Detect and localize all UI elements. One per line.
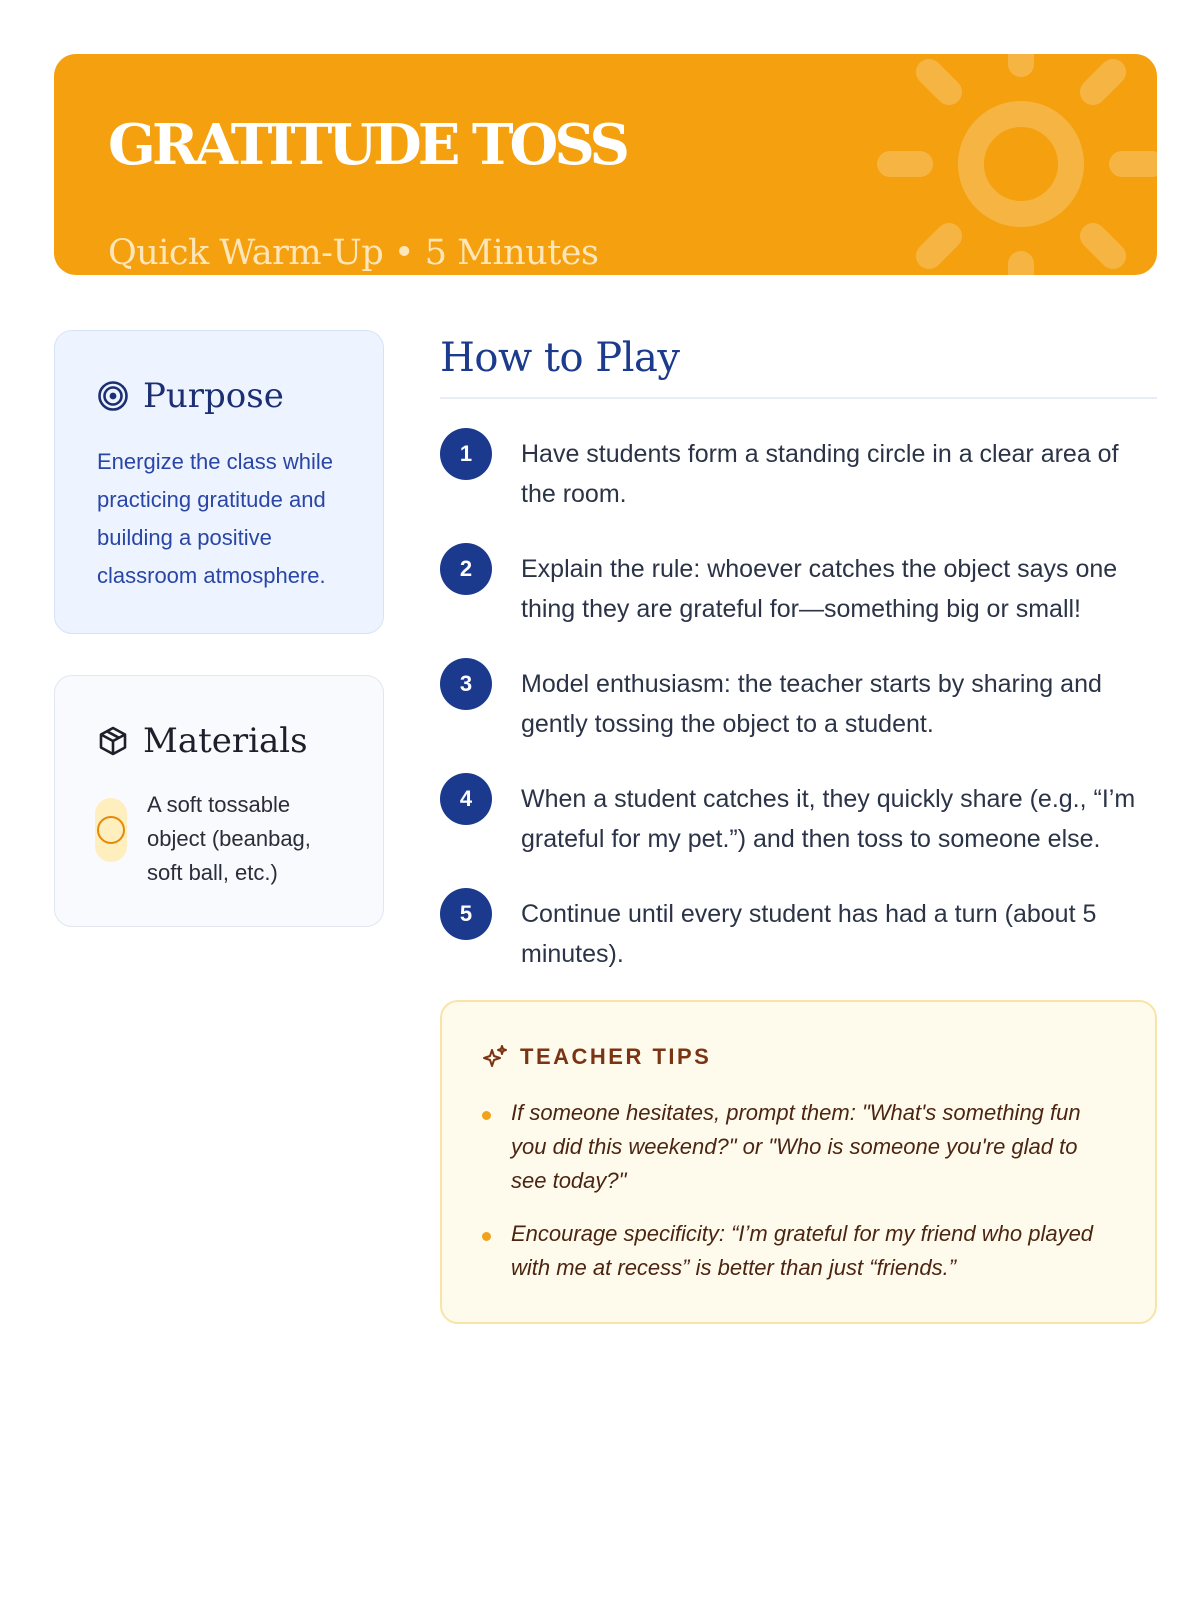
step-item: [440, 658, 1157, 744]
tips-heading: [482, 1042, 711, 1072]
ring-bullet-icon: [95, 798, 127, 862]
step-number: 1: [440, 428, 492, 480]
material-text: A soft tossable object (beanbag, soft ball, etc.): [147, 792, 311, 885]
tips-title: TEACHER TIPS: [520, 1044, 712, 1069]
purpose-heading: [97, 375, 284, 417]
header-banner: [54, 54, 1157, 275]
step-item: [440, 773, 1157, 859]
materials-heading: [97, 720, 308, 762]
purpose-title: Purpose: [143, 376, 284, 416]
step-text: Model enthusiasm: the teacher starts by sharing and gently tossing the object to a student.: [521, 670, 1102, 738]
materials-card: [54, 675, 384, 927]
divider: [440, 397, 1157, 399]
step-text: Have students form a standing circle in a clear area of the room.: [521, 440, 1119, 508]
list-item: [95, 788, 327, 890]
page-title: GRATITUDE TOSS: [108, 112, 626, 178]
step-number: 3: [440, 658, 492, 710]
step-number: 2: [440, 543, 492, 595]
target-icon: [97, 380, 129, 412]
step-text: When a student catches it, they quickly share (e.g., “I’m grateful for my pet.”) and then toss to someone else.: [521, 785, 1136, 853]
tip-text: Encourage specificity: “I’m grateful for my friend who played with me at recess” is better than just “friends.”: [511, 1221, 1094, 1280]
tip-item: [482, 1096, 1112, 1198]
bullet-dot: [482, 1232, 491, 1241]
step-item: [440, 428, 1157, 514]
step-item: [440, 543, 1157, 629]
tip-text: If someone hesitates, prompt them: "What's something fun you did this weekend?" or "Who is someone you're glad to see today?": [511, 1100, 1081, 1193]
step-item: [440, 888, 1157, 974]
step-number: 5: [440, 888, 492, 940]
step-number: 4: [440, 773, 492, 825]
teacher-tips-box: [440, 1000, 1157, 1324]
sparkles-icon: [482, 1044, 508, 1070]
step-text: Explain the rule: whoever catches the object says one thing they are grateful for—something big or small!: [521, 555, 1118, 623]
tip-item: [482, 1217, 1112, 1285]
step-text: Continue until every student has had a turn (about 5 minutes).: [521, 900, 1097, 968]
purpose-card: [54, 330, 384, 634]
bullet-dot: [482, 1111, 491, 1120]
box-icon: [97, 725, 129, 757]
materials-title: Materials: [143, 721, 308, 761]
page-subtitle: Quick Warm-Up • 5 Minutes: [108, 233, 599, 273]
purpose-text: Energize the class while practicing gratitude and building a positive classroom atmosphere.: [97, 449, 334, 588]
how-to-play-heading: How to Play: [440, 335, 680, 381]
